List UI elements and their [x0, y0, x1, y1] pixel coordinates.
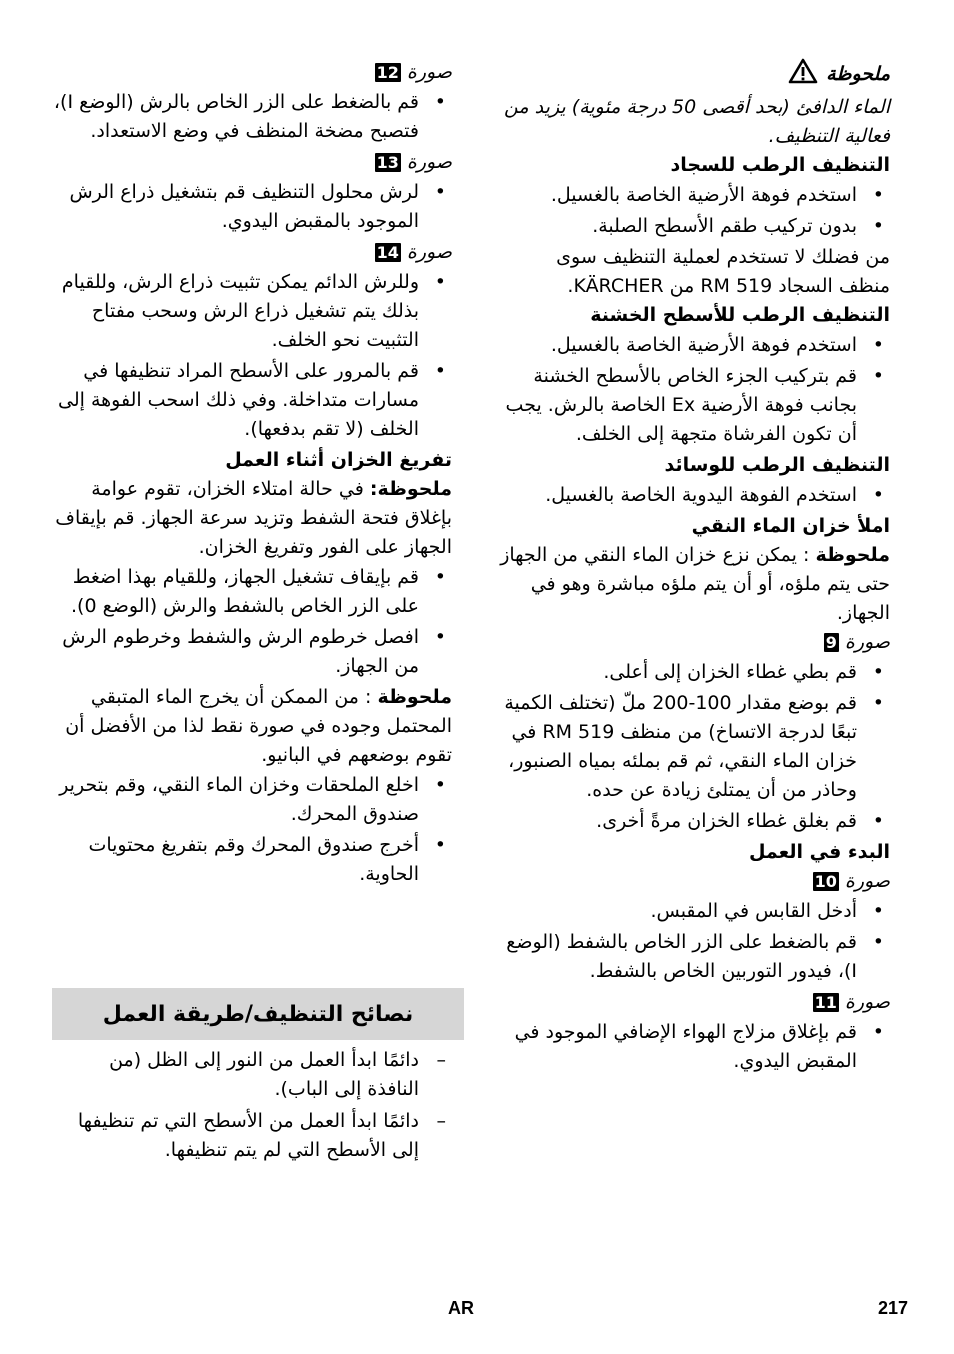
- tips-list: [52, 1046, 452, 1168]
- page-number: 217: [878, 1298, 909, 1318]
- list-item: • استخدم الفوهة اليدوية الخاصة بالغسيل.: [545, 484, 884, 506]
- list-item: • استخدم فوهة الأرضية الخاصة بالغسيل.: [550, 334, 884, 356]
- left-column: [52, 58, 452, 891]
- footer-language: AR: [448, 1298, 474, 1318]
- list-item: • قم بالمرور على الأسطح المراد تنظيفها في مسارات متداخلة. وفي ذلك اسحب الفوهة إلى الخلف (لا تقم بدفعها).: [58, 360, 446, 440]
- carpet-paragraph: من فضلك لا تستخدم لعملية التنظيف سوى منظف السجاد RM 519 من KÄRCHER.: [556, 246, 890, 297]
- empty-note: ملحوظة: في حالة امتلاء الخزان، تقوم عوامة بإغلاق فتحة الشفط وتزيد سرعة الجهاز. قم بإيقاف الجهاز على الفور وتفريغ الخزان.: [55, 478, 452, 558]
- figure-ref-13: صورة 13: [376, 151, 452, 173]
- list-item: • قم بتركيب الجزء الخاص بالأسطح الخشنة بجانب فوهة الأرضية Ex الخاصة بالرش. يجب أن تكون الفرشاة متجهة إلى الخلف.: [505, 365, 884, 445]
- empty-heading: تفريغ الخزان أثناء العمل: [225, 449, 452, 471]
- note-title-line: [500, 58, 890, 93]
- list-item: • قم بطي غطاء الخزان إلى أعلى.: [603, 661, 884, 683]
- rough-heading: التنظيف الرطب للأسطح الخشنة: [590, 304, 890, 326]
- list-item: • استخدم فوهة الأرضية الخاصة بالغسيل.: [550, 184, 884, 206]
- list-item: – دائمًا ابدأ العمل من النور إلى الظل (من النافذة إلى الباب).: [109, 1049, 446, 1100]
- tank-heading: املأ خزان الماء النقي: [691, 515, 890, 537]
- list-item: • افصل خرطوم الرش والشفط وخرطوم الرش من الجهاز.: [62, 626, 446, 677]
- cushion-heading: التنظيف الرطب للوسائد: [664, 454, 890, 476]
- list-item: • قم بإيقاف تشغيل الجهاز، وللقيام بهذا اضغط على الزر الخاص بالشفط والرش (الوضع 0).: [71, 566, 446, 617]
- list-item: • قم بالضغط على الزر الخاص بالشفط (الوضع I)، فيدور التوربين الخاص بالشفط.: [506, 931, 884, 982]
- list-item: • بدون تركيب طقم الأسطح الصلبة.: [592, 215, 884, 237]
- figure-ref-10: صورة 10: [814, 870, 890, 892]
- list-item: • قم بوضع مقدار 100-200 ملّ (تختلف الكمية تبعًا لدرجة الاتساخ) من منظف RM 519 في خزان الماء النقي، ثم قم بملئه بمياه الصنبور، وحاذر من أن يمتلئ زيادة عن حده.: [504, 692, 884, 801]
- list-item: • قم بالضغط على الزر الخاص بالرش (الوضع I)، فتصبح مضخة المنظف في وضع الاستعداد.: [53, 91, 446, 142]
- list-item: • أدخل القابس في المقبس.: [650, 900, 884, 922]
- tips-title: نصائح التنظيف/طريقة العمل: [102, 1001, 414, 1027]
- figure-ref-11: صورة 11: [814, 991, 890, 1013]
- note-title: ملحوظة: [826, 63, 890, 85]
- list-item: • قم بإغلاق مزلاج الهواء الإضافي الموجود في المقبض اليدوي.: [514, 1021, 884, 1072]
- list-item: • أخرج صندوق المحرك وقم بتفريغ محتويات الحاوية.: [88, 834, 446, 885]
- tips-heading-box: [52, 988, 464, 1040]
- carpet-heading: التنظيف الرطب للسجاد: [670, 154, 890, 176]
- figure-ref-14: صورة 14: [376, 241, 452, 263]
- start-heading: البدء في العمل: [748, 841, 890, 863]
- figure-ref-12: صورة 12: [376, 61, 452, 83]
- list-item: • قم بغلق غطاء الخزان مرةً أخرى.: [596, 810, 884, 832]
- list-item: • اخلع الملحقات وخزان الماء النقي، وقم بتحرير صندوق المحرك.: [59, 774, 446, 825]
- right-column: [500, 58, 890, 1078]
- list-item: • لرش محلول التنظيف قم بتشغيل ذراع الرش الموجود بالمقبض اليدوي.: [69, 181, 446, 232]
- note-text: الماء الدافئ (بحد أقصى 50 درجة مئوية) يزيد من فعالية التنظيف.: [504, 96, 890, 147]
- list-item: – دائمًا ابدأ العمل من الأسطح التي تم تنظيفها إلى الأسطح التي لم يتم تنظيفها.: [77, 1110, 446, 1161]
- warning-triangle-icon: [788, 58, 818, 93]
- tank-note: ملحوظة : يمكن نزع خزان الماء النقي من الجهاز حتى يتم ملؤه، أو أن يتم ملؤه مباشرة وهو في الجهاز.: [500, 544, 890, 624]
- list-item: • وللرش الدائم يمكن تثبيت ذراع الرش، وللقيام بذلك يتم تشغيل ذراع الرش وسحب مفتاح التثبيت نحو الخلف.: [61, 271, 446, 351]
- figure-ref-9: صورة 9: [825, 631, 890, 653]
- water-note: ملحوظة : من الممكن أن يخرج الماء المتبقي المحتمل وجوده في صورة نقط لذا من الأفضل أن تقوم بوضعهم في البانيو.: [65, 686, 452, 766]
